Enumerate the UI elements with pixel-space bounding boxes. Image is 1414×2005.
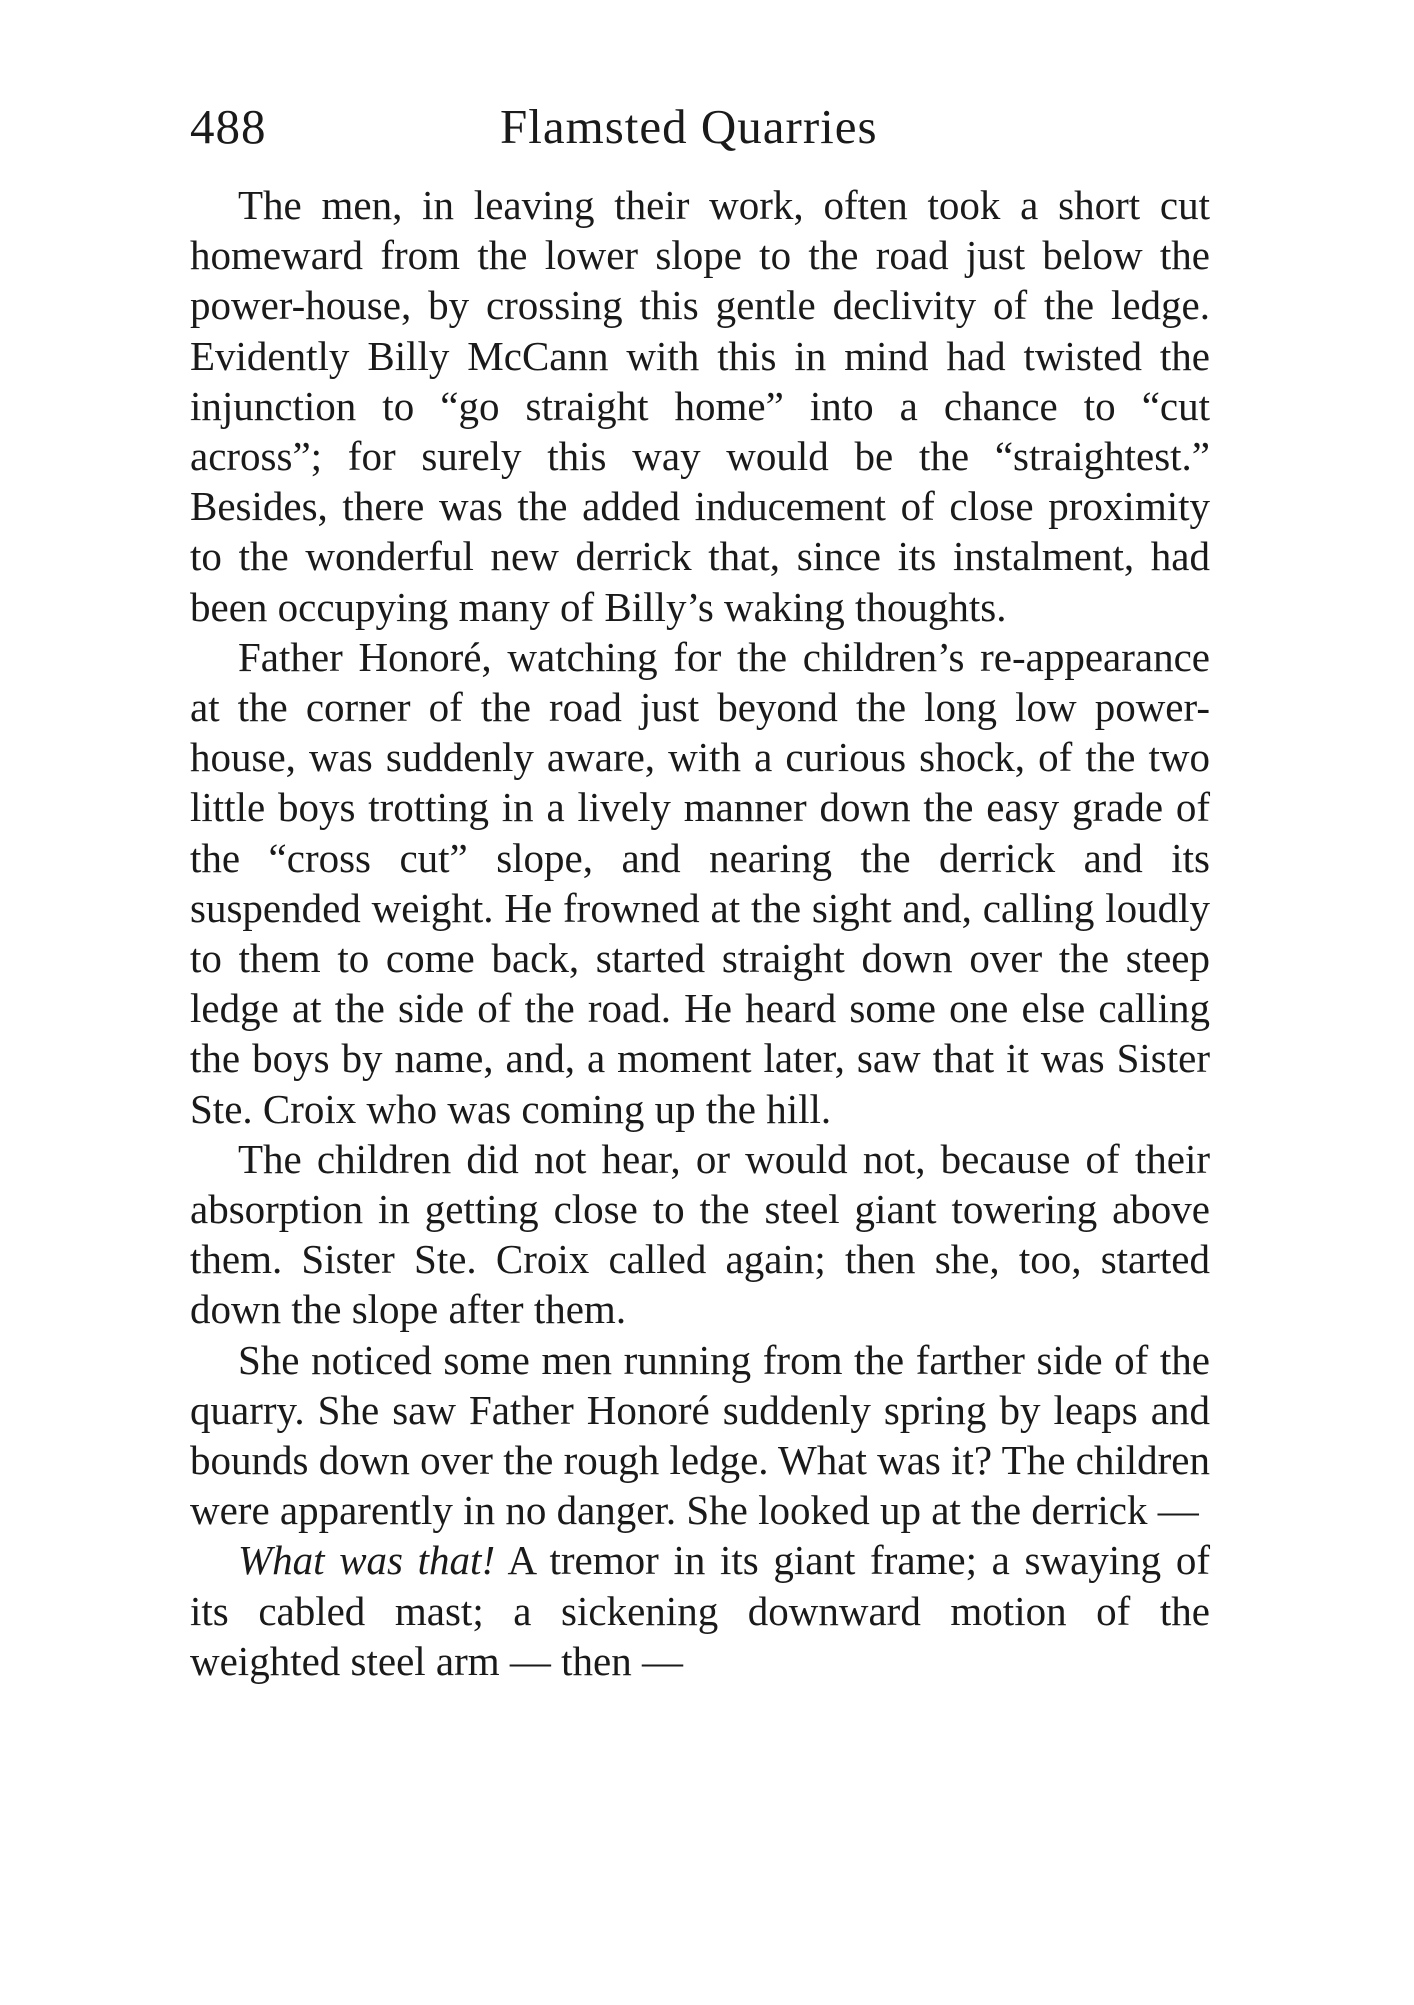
paragraph-1: The men, in leaving their work, often took a short cut homeward from the lower slope to the road just below the power-house, by crossing this gentle declivity of the ledge. Evidently Billy McCann with this in mind had twisted the injunction to “go straight home” into a chance to “cut across”; for surely this way would be the “straightest.” Besides, there was the added inducement of close proximity to the wonderful new derrick that, since its instalment, had been occupying many of Billy’s waking thoughts. <box>190 182 1210 630</box>
paragraph-5-text: A tremor in its giant frame; a swaying of its cabled mast; a sickening downward motion of the weighted steel arm — then — <box>190 1537 1210 1684</box>
page-number: 488 <box>190 99 267 154</box>
running-title: Flamsted Quarries <box>500 99 878 154</box>
paragraph-4: She noticed some men running from the farther side of the quarry. She saw Father Honoré suddenly spring by leaps and bounds down over the rough ledge. What was it? The children were apparently in no danger. She looked up at the derrick — <box>190 1336 1210 1534</box>
paragraph-2: Father Honoré, watching for the children’s re-appearance at the corner of the road just beyond the long low power-house, was suddenly aware, with a curious shock, of the two little boys trotting in a lively manner down the easy grade of the “cross cut” slope, and nearing the derrick and its suspended weight. He frowned at the sight and, calling loudly to them to come back, started straight down over the steep ledge at the side of the road. He heard some one else calling the boys by name, and, a moment later, saw that it was Sister Ste. Croix who was coming up the hill. <box>190 633 1210 1132</box>
running-head <box>190 92 1210 162</box>
paragraph-3: The children did not hear, or would not, because of their absorption in getting close to the steel giant towering above them. Sister Ste. Croix called again; then she, too, started down the slope after them. <box>190 1135 1210 1333</box>
book-page <box>190 92 1210 1686</box>
italic-exclamation: What was that! <box>238 1537 496 1584</box>
body-text <box>190 180 1210 1686</box>
paragraph-5 <box>190 1535 1210 1686</box>
